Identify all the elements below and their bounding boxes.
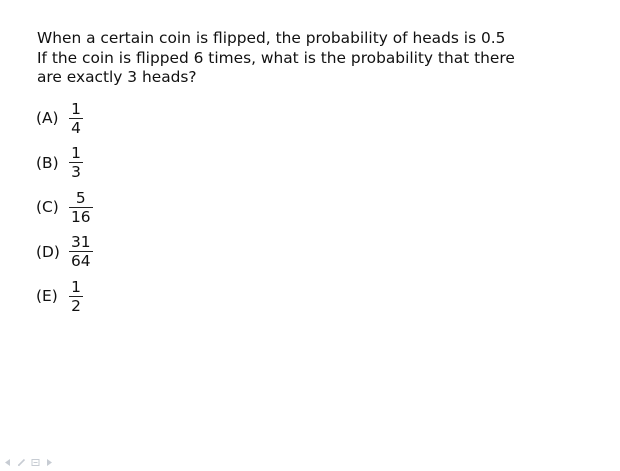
fraction-numerator: 1 xyxy=(71,99,81,118)
fraction-denominator: 4 xyxy=(71,118,81,137)
choice-label: (D) xyxy=(36,242,60,261)
choice-d xyxy=(36,235,93,269)
question-line: are exactly 3 heads? xyxy=(37,68,197,86)
fraction-denominator: 2 xyxy=(71,296,81,315)
fraction-numerator: 1 xyxy=(71,277,81,296)
fraction-numerator: 31 xyxy=(71,233,91,251)
fraction xyxy=(69,234,93,269)
choice-label: (B) xyxy=(36,153,59,172)
fraction-denominator: 16 xyxy=(71,207,91,226)
fraction xyxy=(69,145,83,180)
fraction-numerator: 1 xyxy=(71,144,81,162)
choice-label: (E) xyxy=(36,287,58,305)
choice-a xyxy=(36,101,93,135)
fraction xyxy=(69,101,83,136)
choice-b xyxy=(36,146,93,180)
previous-slide-icon[interactable] xyxy=(3,452,12,461)
question-line: If the coin is flipped 6 times, what is the probability that there xyxy=(37,48,515,67)
menu-icon[interactable] xyxy=(31,452,40,461)
fraction-denominator: 64 xyxy=(71,252,91,270)
choice-label: (A) xyxy=(36,109,59,127)
fraction xyxy=(69,279,83,314)
choice-e xyxy=(36,279,93,313)
fraction-denominator: 3 xyxy=(71,163,81,181)
question-text xyxy=(37,29,597,88)
fraction xyxy=(69,190,93,225)
slideshow-toolbar xyxy=(3,452,54,461)
question-line: When a certain coin is flipped, the probability of heads is 0.5 xyxy=(37,29,506,47)
pen-icon[interactable] xyxy=(17,452,26,461)
choice-label: (C) xyxy=(36,198,59,216)
fraction-numerator: 5 xyxy=(75,188,86,207)
next-slide-icon[interactable] xyxy=(45,452,54,461)
answer-choices xyxy=(36,101,93,324)
choice-c xyxy=(36,190,93,224)
